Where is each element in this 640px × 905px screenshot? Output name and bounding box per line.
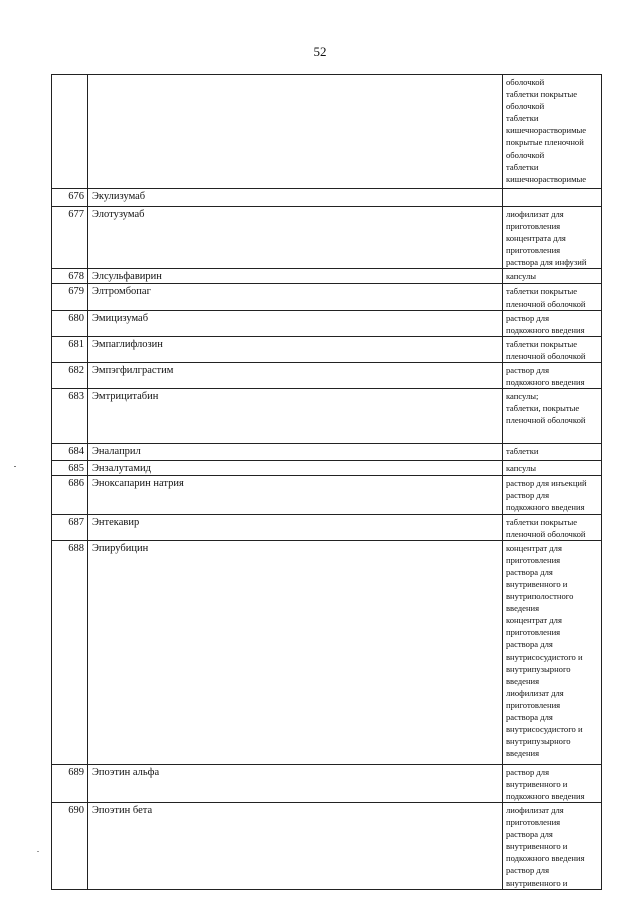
dosage-forms <box>503 461 602 476</box>
row-number: 685 <box>52 461 88 476</box>
dosage-form-line: кишечнорастворимые <box>506 173 587 184</box>
row-number: 676 <box>52 189 88 207</box>
dosage-forms <box>503 476 602 514</box>
table-row <box>52 540 602 764</box>
dosage-form-line: введения <box>506 675 540 686</box>
dosage-form-line: капсулы <box>506 271 537 282</box>
dosage-form-line: оболочкой <box>506 101 545 112</box>
table-row <box>52 764 602 802</box>
dosage-form-line: раствора для <box>506 639 553 650</box>
dosage-form-line: оболочкой <box>506 149 545 160</box>
drug-name: Элтромбопаг <box>88 284 503 310</box>
row-number: 683 <box>52 389 88 444</box>
drug-name: Эмпаглифлозин <box>88 336 503 362</box>
drug-name: Эноксапарин натрия <box>88 476 503 514</box>
dosage-form-line: внутрисосудистого и <box>506 724 583 735</box>
table-row <box>52 461 602 476</box>
dosage-form-line: внутриполостного <box>506 591 574 602</box>
table-row <box>52 284 602 310</box>
dosage-form-line: таблетки <box>506 161 539 172</box>
dosage-form-line: раствора для <box>506 566 553 577</box>
dosage-form-line: пленочной оболочкой <box>506 298 586 309</box>
drug-name: Элсульфавирин <box>88 269 503 284</box>
dosage-form-line: внутривенного и <box>506 578 568 589</box>
row-number: 684 <box>52 444 88 461</box>
dosage-forms <box>503 284 602 310</box>
dosage-form-line: подкожного введения <box>506 502 585 513</box>
dosage-form-line: раствор для <box>506 766 550 777</box>
row-number: 688 <box>52 540 88 764</box>
table-row <box>52 514 602 540</box>
dosage-form-line: приготовления <box>506 699 561 710</box>
drug-name: Энтекавир <box>88 514 503 540</box>
dosage-form-line: приготовления <box>506 221 561 232</box>
row-number: 679 <box>52 284 88 310</box>
drug-name: Элотузумаб <box>88 207 503 269</box>
row-number <box>52 75 88 189</box>
table-row <box>52 336 602 362</box>
dosage-forms <box>503 802 602 889</box>
scan-speck <box>14 466 16 467</box>
row-number: 689 <box>52 764 88 802</box>
dosage-form-line: лиофилизат для <box>506 687 564 698</box>
dosage-form-line: оболочкой <box>506 77 545 87</box>
dosage-form-line: раствор для <box>506 365 550 376</box>
dosage-form-line: таблетки покрытые <box>506 516 578 527</box>
table-row <box>52 802 602 889</box>
dosage-form-line: внутрипузырного <box>506 736 571 747</box>
dosage-form-line: внутривенного и <box>506 877 568 888</box>
drug-name: Экулизумаб <box>88 189 503 207</box>
dosage-forms <box>503 540 602 764</box>
dosage-form-line: внутрипузырного <box>506 663 571 674</box>
dosage-form-line: подкожного введения <box>506 853 585 864</box>
drug-name: Эмицизумаб <box>88 310 503 336</box>
row-number: 682 <box>52 363 88 389</box>
dosage-forms <box>503 336 602 362</box>
dosage-form-line: раствор для <box>506 865 550 876</box>
drug-name: Энзалутамид <box>88 461 503 476</box>
dosage-forms <box>503 363 602 389</box>
row-number: 681 <box>52 336 88 362</box>
scan-speck <box>37 851 39 852</box>
dosage-form-line: пленочной оболочкой <box>506 350 586 361</box>
drug-name: Эпоэтин альфа <box>88 764 503 802</box>
drug-name: Эпирубицин <box>88 540 503 764</box>
row-number: 690 <box>52 802 88 889</box>
dosage-form-line: таблетки <box>506 446 539 457</box>
dosage-forms <box>503 444 602 461</box>
dosage-form-line: кишечнорастворимые <box>506 125 587 136</box>
dosage-form-line: лиофилизат для <box>506 804 564 815</box>
dosage-forms <box>503 75 602 189</box>
dosage-form-line: приготовления <box>506 627 561 638</box>
dosage-form-line: подкожного введения <box>506 324 585 335</box>
dosage-form-line: пленочной оболочкой <box>506 415 586 426</box>
table-row <box>52 269 602 284</box>
dosage-forms <box>503 514 602 540</box>
dosage-form-line: таблетки, покрытые <box>506 403 580 414</box>
dosage-forms <box>503 389 602 444</box>
table-row <box>52 389 602 444</box>
dosage-form-line: раствор для инъекций <box>506 478 587 489</box>
dosage-form-line: таблетки <box>506 113 539 124</box>
drug-name <box>88 75 503 189</box>
dosage-form-line: раствор для <box>506 312 550 323</box>
dosage-form-line: таблетки покрытые <box>506 338 578 349</box>
dosage-form-line: концентрата для <box>506 233 566 244</box>
dosage-form-line: приготовления <box>506 817 561 828</box>
table-row <box>52 75 602 189</box>
row-number: 680 <box>52 310 88 336</box>
dosage-form-line: концентрат для <box>506 615 562 626</box>
table-row <box>52 363 602 389</box>
dosage-form-line: капсулы <box>506 463 537 474</box>
dosage-form-line: раствор для <box>506 490 550 501</box>
dosage-form-line: внутрисосудистого и <box>506 651 583 662</box>
table-row <box>52 476 602 514</box>
dosage-form-line: лиофилизат для <box>506 209 564 219</box>
drug-name: Эмтрицитабин <box>88 389 503 444</box>
table-row <box>52 444 602 461</box>
dosage-form-line: внутривенного и <box>506 778 568 789</box>
dosage-form-line: концентрат для <box>506 542 562 553</box>
dosage-form-line: введения <box>506 748 540 759</box>
drug-table-body <box>52 75 602 890</box>
dosage-form-line: подкожного введения <box>506 790 585 801</box>
table-row <box>52 310 602 336</box>
dosage-forms <box>503 310 602 336</box>
dosage-form-line: раствора для <box>506 829 553 840</box>
dosage-form-line: введения <box>506 603 540 614</box>
drug-name: Эмпэгфилграстим <box>88 363 503 389</box>
dosage-form-line: таблетки покрытые <box>506 286 578 297</box>
table-row <box>52 189 602 207</box>
drug-name: Эналаприл <box>88 444 503 461</box>
dosage-form-line: внутривенного и <box>506 841 568 852</box>
dosage-forms <box>503 764 602 802</box>
dosage-form-line: покрытые пленочной <box>506 137 584 148</box>
dosage-form-line: таблетки покрытые <box>506 89 578 100</box>
dosage-forms <box>503 189 602 207</box>
row-number: 687 <box>52 514 88 540</box>
table-row <box>52 207 602 269</box>
drug-table <box>51 74 602 890</box>
dosage-form-line: пленочной оболочкой <box>506 528 586 539</box>
row-number: 677 <box>52 207 88 269</box>
row-number: 678 <box>52 269 88 284</box>
dosage-forms <box>503 269 602 284</box>
page-number: 52 <box>313 44 327 59</box>
dosage-form-line: подкожного введения <box>506 377 585 388</box>
dosage-form-line: приготовления <box>506 245 561 256</box>
dosage-form-line: раствора для <box>506 712 553 722</box>
dosage-form-line: капсулы; <box>506 391 539 402</box>
dosage-form-line: приготовления <box>506 554 561 565</box>
row-number: 686 <box>52 476 88 514</box>
dosage-form-line: раствора для инфузий <box>506 257 587 268</box>
drug-name: Эпоэтин бета <box>88 802 503 889</box>
dosage-forms <box>503 207 602 269</box>
